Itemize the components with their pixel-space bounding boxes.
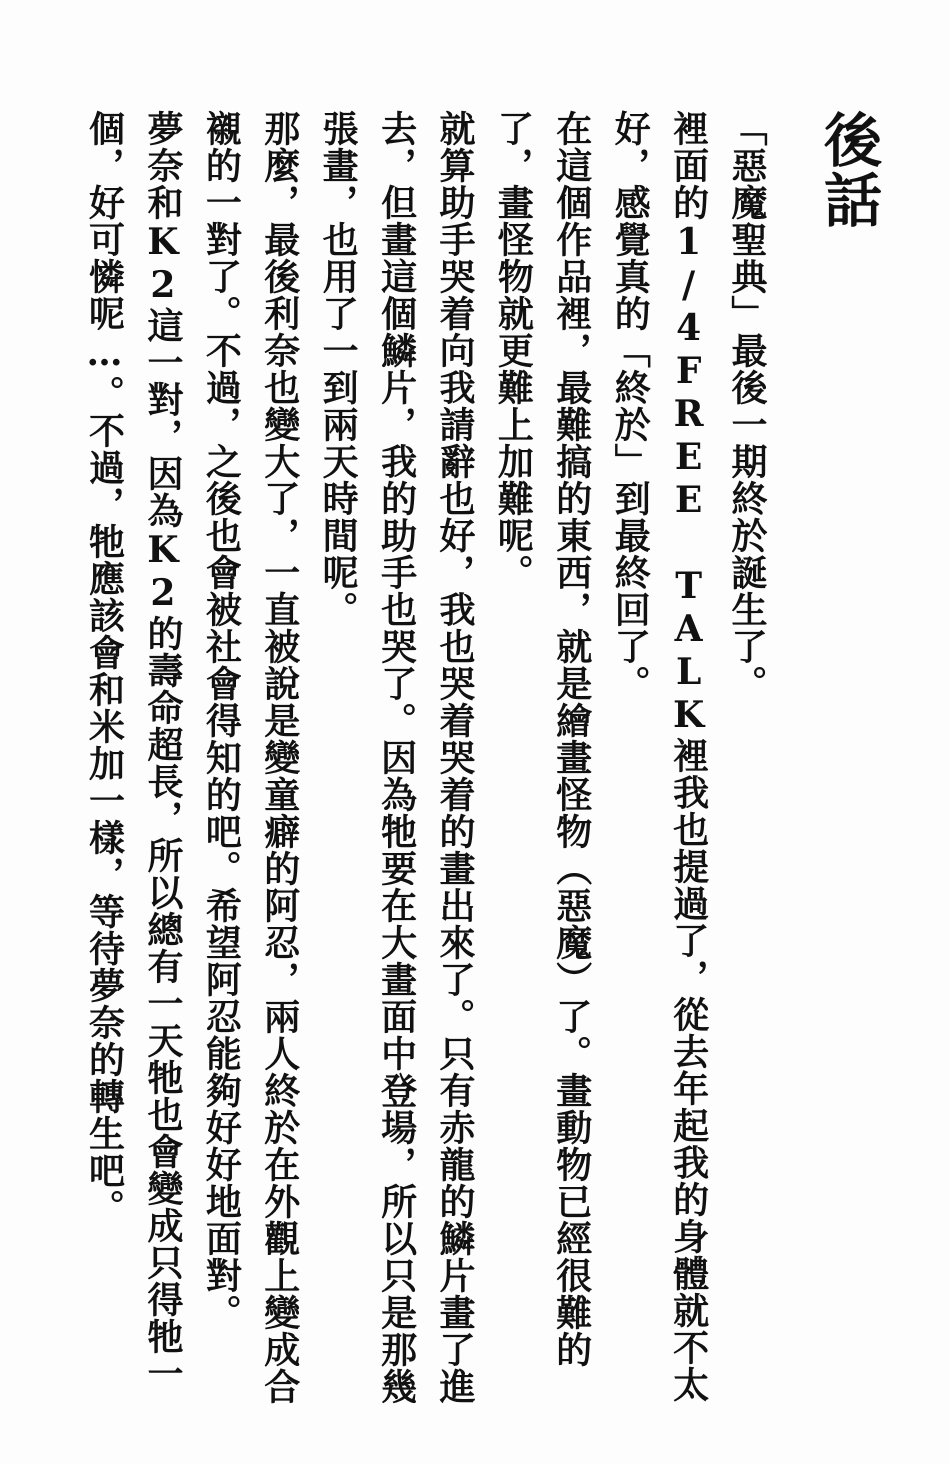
paragraph-3: 在這個作品裡，最難搞的東西，就是繪畫怪物（惡魔）了。畫動物已經很難的了，畫怪物就更難上加難呢。 — [492, 110, 593, 1368]
paragraph-4: 就算助手哭着向我請辭也好，我也哭着哭着的畫出來了。只有赤龍的鱗片畫了進去，但畫這個鱗片，我的助手也哭了。因為牠要在大畫面中登場，所以只是那幾張畫，也用了一到兩天時間呢。 — [317, 110, 476, 1405]
page-title: 後話 — [814, 110, 882, 230]
paragraph-2: 裡面的1/4FREE TALK裡我也提過了，從去年起我的身體就不太好，感覺真的「終於」到最終回了。 — [609, 110, 710, 1403]
paragraph-1: 「惡魔聖典」最後一期終於誕生了。 — [726, 110, 768, 702]
afterword-text — [75, 110, 890, 1410]
paragraph-5: 那麼，最後利奈也變大了，一直被說是變童癖的阿忍，兩人終於在外觀上變成合襯的一對了。不過，之後也會被社會得知的吧。希望阿忍能夠好好地面對。 — [200, 110, 301, 1405]
paragraph-6: 夢奈和K2這一對，因為K2的壽命超長，所以總有一天牠也會變成只得牠一個，好可憐呢…。不過，牠應該會和米加一樣，等待夢奈的轉生吧。 — [83, 110, 184, 1392]
